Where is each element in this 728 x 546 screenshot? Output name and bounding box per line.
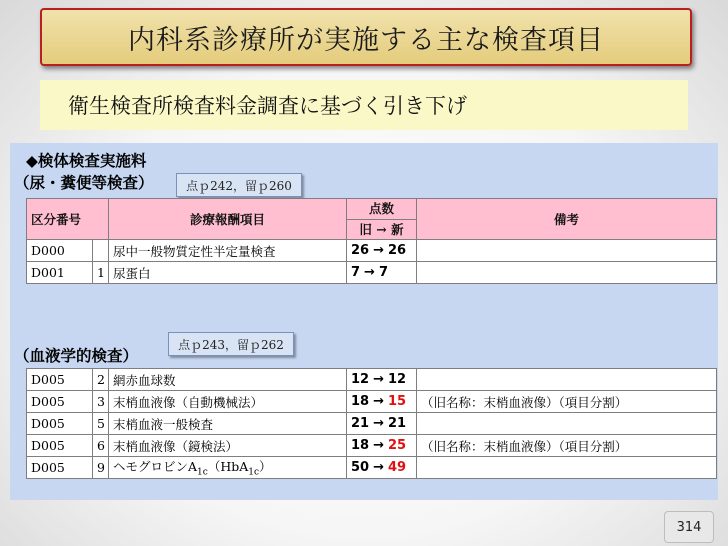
new-points: 26 [388,243,407,258]
sub-code-cell: 2 [93,369,109,391]
page-number: 314 [664,511,714,543]
old-points: 18 [351,394,370,409]
table-row [27,457,717,479]
points-cell [347,369,417,391]
header-points: 点数 [347,199,416,220]
points-cell [347,457,417,479]
note-cell [417,413,717,435]
sub-code-cell: 1 [93,262,109,284]
table-row [27,262,717,284]
arrow-icon: → [364,265,375,280]
item-cell: 尿蛋白 [109,262,347,284]
code-cell: D005 [27,369,93,391]
sub-code-cell [93,240,109,262]
header-points-cell [347,199,417,240]
subtitle-banner [40,80,688,130]
new-points: 21 [388,416,407,431]
section-heading-main: ◆検体検査実施料 [26,151,147,170]
item-cell: 末梢血液像（鏡検法） [109,435,347,457]
arrow-icon: → [373,416,384,431]
item-cell: 網赤血球数 [109,369,347,391]
old-points: 18 [351,438,370,453]
new-points: 12 [388,372,407,387]
sub-code-cell: 6 [93,435,109,457]
content-panel [10,143,718,500]
arrow-icon: → [373,438,384,453]
new-points: 7 [378,265,388,280]
table-header-row [27,199,717,240]
note-cell [417,262,717,284]
code-cell: D000 [27,240,93,262]
code-cell: D001 [27,262,93,284]
item-cell: 尿中一般物質定性半定量検査 [109,240,347,262]
sub-code-cell: 3 [93,391,109,413]
table-row [27,240,717,262]
section-heading-urine: （尿・糞便等検査） [14,173,154,192]
old-points: 21 [351,416,370,431]
code-cell: D005 [27,457,93,479]
old-points: 12 [351,372,370,387]
code-cell: D005 [27,391,93,413]
points-cell [347,413,417,435]
points-cell [347,262,417,284]
note-cell [417,369,717,391]
sub-code-cell: 5 [93,413,109,435]
arrow-icon: → [373,394,384,409]
item-cell: 末梢血液像（自動機械法） [109,391,347,413]
blood-test-table [26,368,717,479]
points-cell [347,435,417,457]
old-points: 26 [351,243,370,258]
old-points: 50 [351,460,370,475]
new-points: 25 [388,438,407,453]
sub-code-cell: 9 [93,457,109,479]
slide-subtitle: 衛生検査所検査料金調査に基づく引き下げ [68,94,467,118]
table-row [27,369,717,391]
page-reference-tag-urine: 点ｐ242，留ｐ260 [176,173,302,197]
header-item: 診療報酬項目 [109,199,347,240]
header-code: 区分番号 [27,199,109,240]
header-notes: 備考 [417,199,717,240]
section-heading-blood: （血液学的検査） [14,346,139,365]
points-cell [347,240,417,262]
header-points-sub: 旧 → 新 [359,222,404,237]
arrow-icon: → [373,243,384,258]
note-cell: （旧名称：末梢血液像）（項目分割） [417,391,717,413]
points-cell [347,391,417,413]
new-points: 49 [388,460,407,475]
code-cell: D005 [27,435,93,457]
urine-test-table [26,198,717,284]
title-banner [40,8,692,66]
arrow-icon: → [373,460,384,475]
slide-title: 内科系診療所が実施する主な検査項目 [128,24,604,56]
code-cell: D005 [27,413,93,435]
note-cell [417,240,717,262]
item-cell: 末梢血液一般検査 [109,413,347,435]
note-cell [417,457,717,479]
new-points: 15 [388,394,407,409]
arrow-icon: → [373,372,384,387]
page-reference-tag-blood: 点ｐ243，留ｐ262 [168,332,294,356]
table-row [27,391,717,413]
note-cell: （旧名称：末梢血液像）（項目分割） [417,435,717,457]
old-points: 7 [351,265,361,280]
table-row [27,413,717,435]
table-row [27,435,717,457]
item-cell: ヘモグロビン$A_{1c}(HbA_{1c})$ [109,457,347,479]
